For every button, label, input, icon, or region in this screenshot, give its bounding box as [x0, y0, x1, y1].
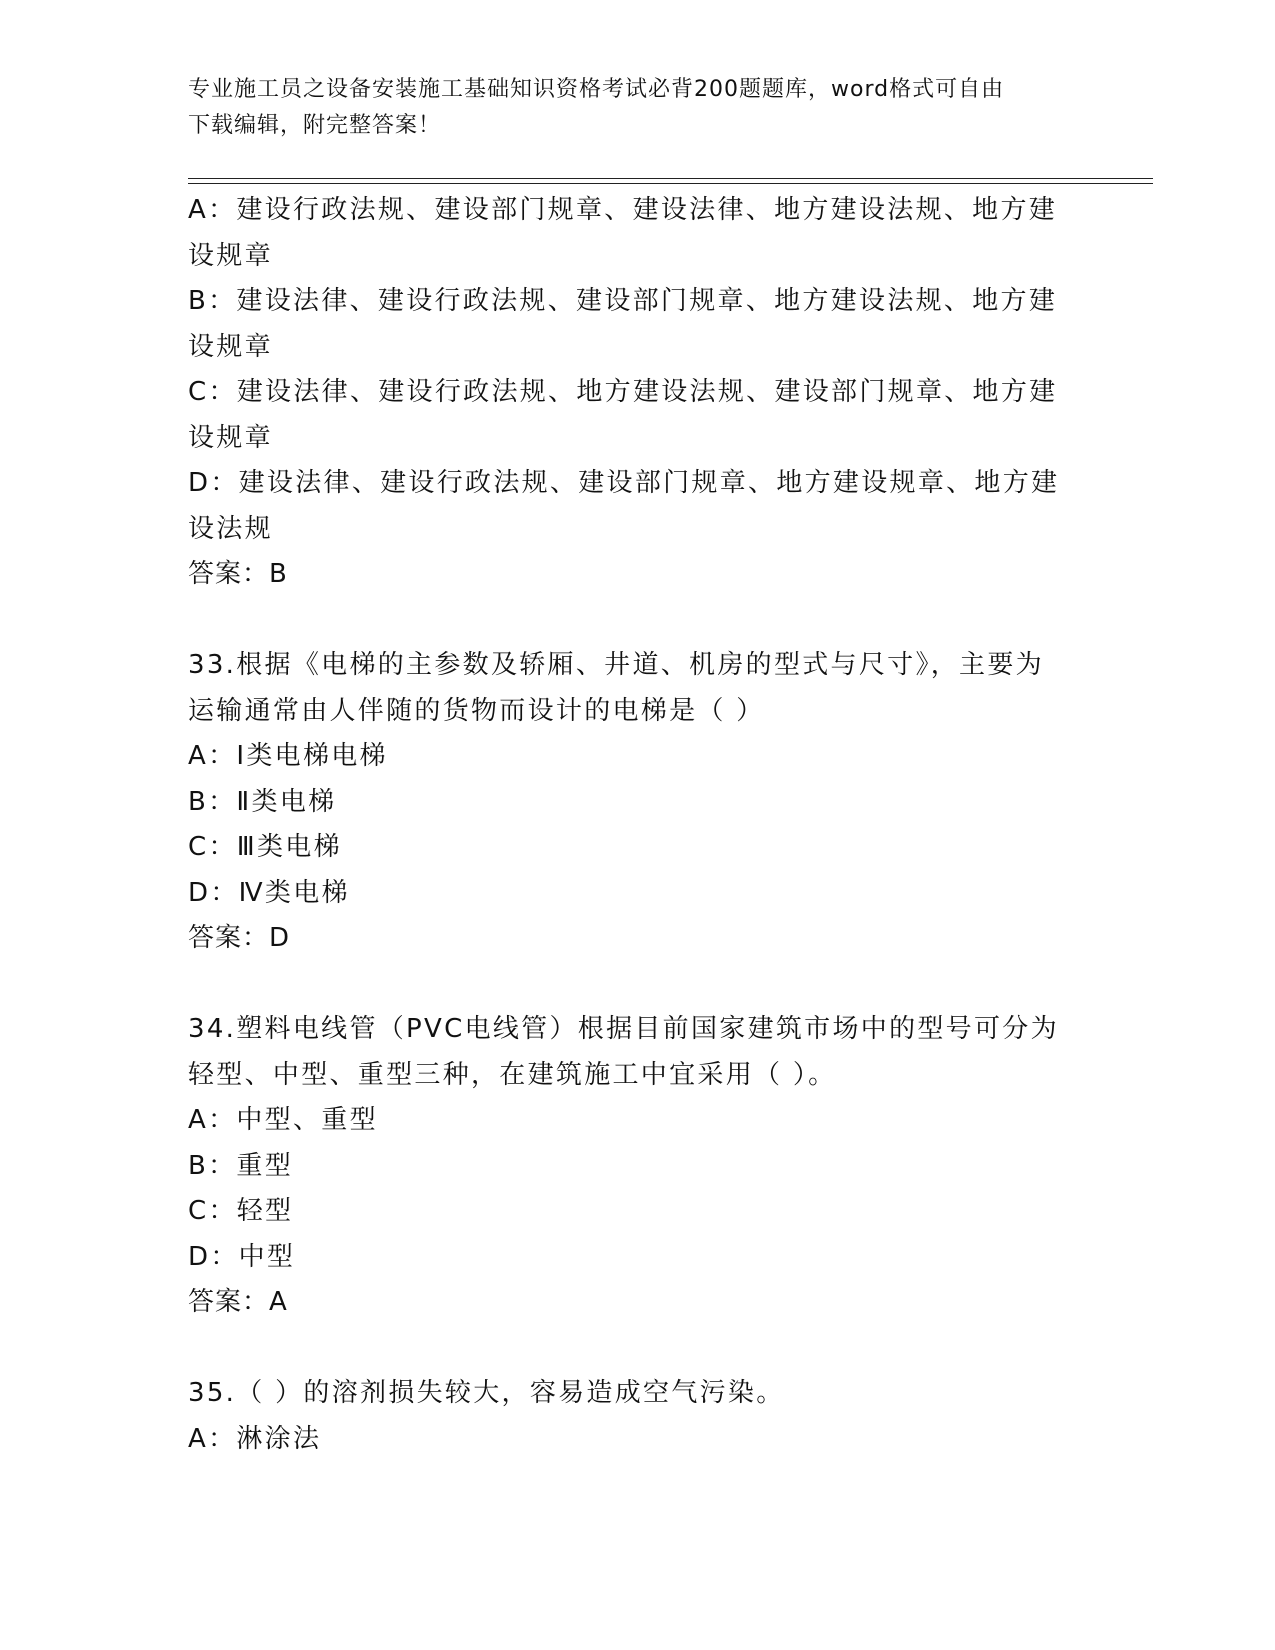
header-divider-top	[188, 178, 1153, 179]
document-header	[188, 72, 1088, 144]
question-33	[188, 643, 1088, 962]
option-d-line-1: D：建设法律、建设行政法规、建设部门规章、地方建设规章、地方建	[188, 468, 1060, 498]
header-line-1: 专业施工员之设备安装施工基础知识资格考试必背200题题库，word格式可自由	[188, 77, 1005, 102]
option-c-line-1: C：建设法律、建设行政法规、地方建设法规、建设部门规章、地方建	[188, 377, 1058, 407]
header-divider-bottom	[188, 183, 1153, 184]
option-c: C：轻型	[188, 1196, 294, 1226]
spacer	[188, 598, 1088, 644]
question-35	[188, 1371, 1088, 1462]
option-b-line-2: 设规章	[188, 331, 273, 362]
question-stem-line-1: 35.（ ）的溶剂损失较大，容易造成空气污染。	[188, 1378, 785, 1408]
option-a: A：淋涂法	[188, 1423, 322, 1454]
question-stem-line-1: 34.塑料电线管（PVC电线管）根据目前国家建筑市场中的型号可分为	[188, 1014, 1059, 1044]
option-a: A：中型、重型	[188, 1105, 378, 1135]
question-content	[188, 188, 1088, 1462]
question-stem-line-1: 33.根据《电梯的主参数及轿厢、井道、机房的型式与尺寸》，主要为	[188, 650, 1044, 680]
question-34	[188, 1007, 1088, 1326]
header-line-2: 下载编辑，附完整答案！	[188, 113, 442, 138]
question-stem-line-2: 轻型、中型、重型三种，在建筑施工中宜采用（ ）。	[188, 1059, 837, 1090]
option-b: B：Ⅱ类电梯	[188, 786, 337, 817]
spacer	[188, 962, 1088, 1008]
option-a: A：Ⅰ类电梯电梯	[188, 741, 388, 771]
option-c: C：Ⅲ类电梯	[188, 832, 342, 862]
option-d: D：中型	[188, 1241, 296, 1272]
option-d-line-2: 设法规	[188, 513, 273, 544]
question-32	[188, 188, 1088, 598]
spacer	[188, 1326, 1088, 1372]
option-b-line-1: B：建设法律、建设行政法规、建设部门规章、地方建设法规、地方建	[188, 286, 1058, 316]
option-a-line-1: A：建设行政法规、建设部门规章、建设法律、地方建设法规、地方建	[188, 195, 1058, 225]
option-b: B：重型	[188, 1150, 294, 1181]
question-stem-line-2: 运输通常由人伴随的货物而设计的电梯是（ ）	[188, 695, 765, 726]
answer-32: 答案：B	[188, 559, 288, 589]
option-a-line-2: 设规章	[188, 240, 273, 271]
answer-33: 答案：D	[188, 923, 291, 953]
answer-34: 答案：A	[188, 1287, 288, 1317]
option-c-line-2: 设规章	[188, 422, 273, 453]
option-d: D：Ⅳ类电梯	[188, 877, 350, 908]
